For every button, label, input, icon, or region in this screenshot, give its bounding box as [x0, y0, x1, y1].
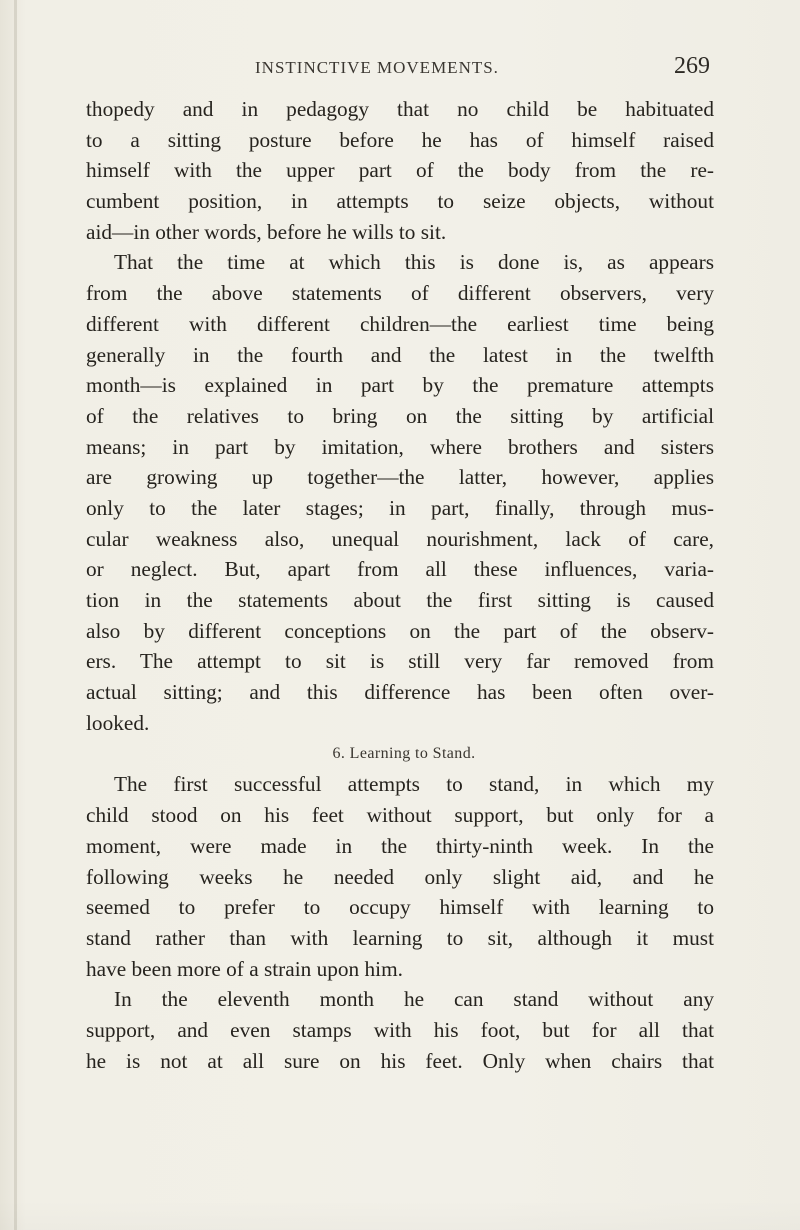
text-line: of the relatives to bring on the sitting by artificial: [86, 403, 714, 428]
text-line: child stood on his feet without support, but only for a: [86, 803, 714, 828]
text-line: generally in the fourth and the latest in the twelfth: [86, 342, 714, 367]
text-line: means; in part by imitation, where brothers and sisters: [86, 434, 714, 459]
section-heading: 6. Learning to Stand.: [332, 745, 476, 763]
text-line: following weeks he needed only slight aid, and he: [86, 864, 714, 889]
running-head: INSTINCTIVE MOVEMENTS.: [255, 58, 499, 77]
text-line: stand rather than with learning to sit, although it must: [86, 925, 714, 950]
text-line: The first successful attempts to stand, in which my: [114, 772, 714, 797]
text-line: he is not at all sure on his feet. Only when chairs that: [86, 1048, 714, 1073]
text-line: month—is explained in part by the premature attempts: [86, 373, 714, 398]
page-bottom-shade: [0, 1200, 800, 1230]
text-line: only to the later stages; in part, finally, through mus-: [86, 495, 714, 520]
text-line: tion in the statements about the first sitting is caused: [86, 588, 714, 612]
text-line: are growing up together—the latter, however, applies: [86, 465, 714, 490]
text-line: That the time at which this is done is, as appears: [114, 250, 714, 275]
text-line: In the eleventh month he can stand without any: [114, 987, 714, 1012]
text-line: moment, were made in the thirty-ninth week. In the: [86, 833, 714, 858]
text-line: or neglect. But, apart from all these influences, varia-: [86, 557, 714, 582]
body-text: [86, 94, 714, 1076]
text-line: cular weakness also, unequal nourishment, lack of care,: [86, 526, 714, 551]
page-number: 269: [674, 53, 710, 79]
text-line: looked.: [86, 710, 150, 735]
text-line: thopedy and in pedagogy that no child be habituated: [86, 97, 714, 121]
text-line: cumbent position, in attempts to seize objects, without: [86, 189, 714, 214]
text-line: also by different conceptions on the part of the observ-: [86, 618, 714, 643]
text-line: to a sitting posture before he has of himself raised: [86, 127, 714, 152]
text-line: different with different children—the earliest time being: [86, 311, 714, 336]
text-line: have been more of a strain upon him.: [86, 956, 403, 981]
text-line: support, and even stamps with his foot, but for all that: [86, 1017, 714, 1042]
text-line: ers. The attempt to sit is still very far removed from: [86, 649, 714, 674]
text-line: from the above statements of different observers, very: [86, 281, 714, 306]
text-line: seemed to prefer to occupy himself with learning to: [86, 895, 714, 920]
text-line: actual sitting; and this difference has been often over-: [86, 680, 714, 705]
text-line: aid—in other words, before he wills to sit.: [86, 219, 447, 244]
binding-edge: [14, 0, 17, 1230]
text-line: himself with the upper part of the body from the re-: [86, 158, 714, 183]
